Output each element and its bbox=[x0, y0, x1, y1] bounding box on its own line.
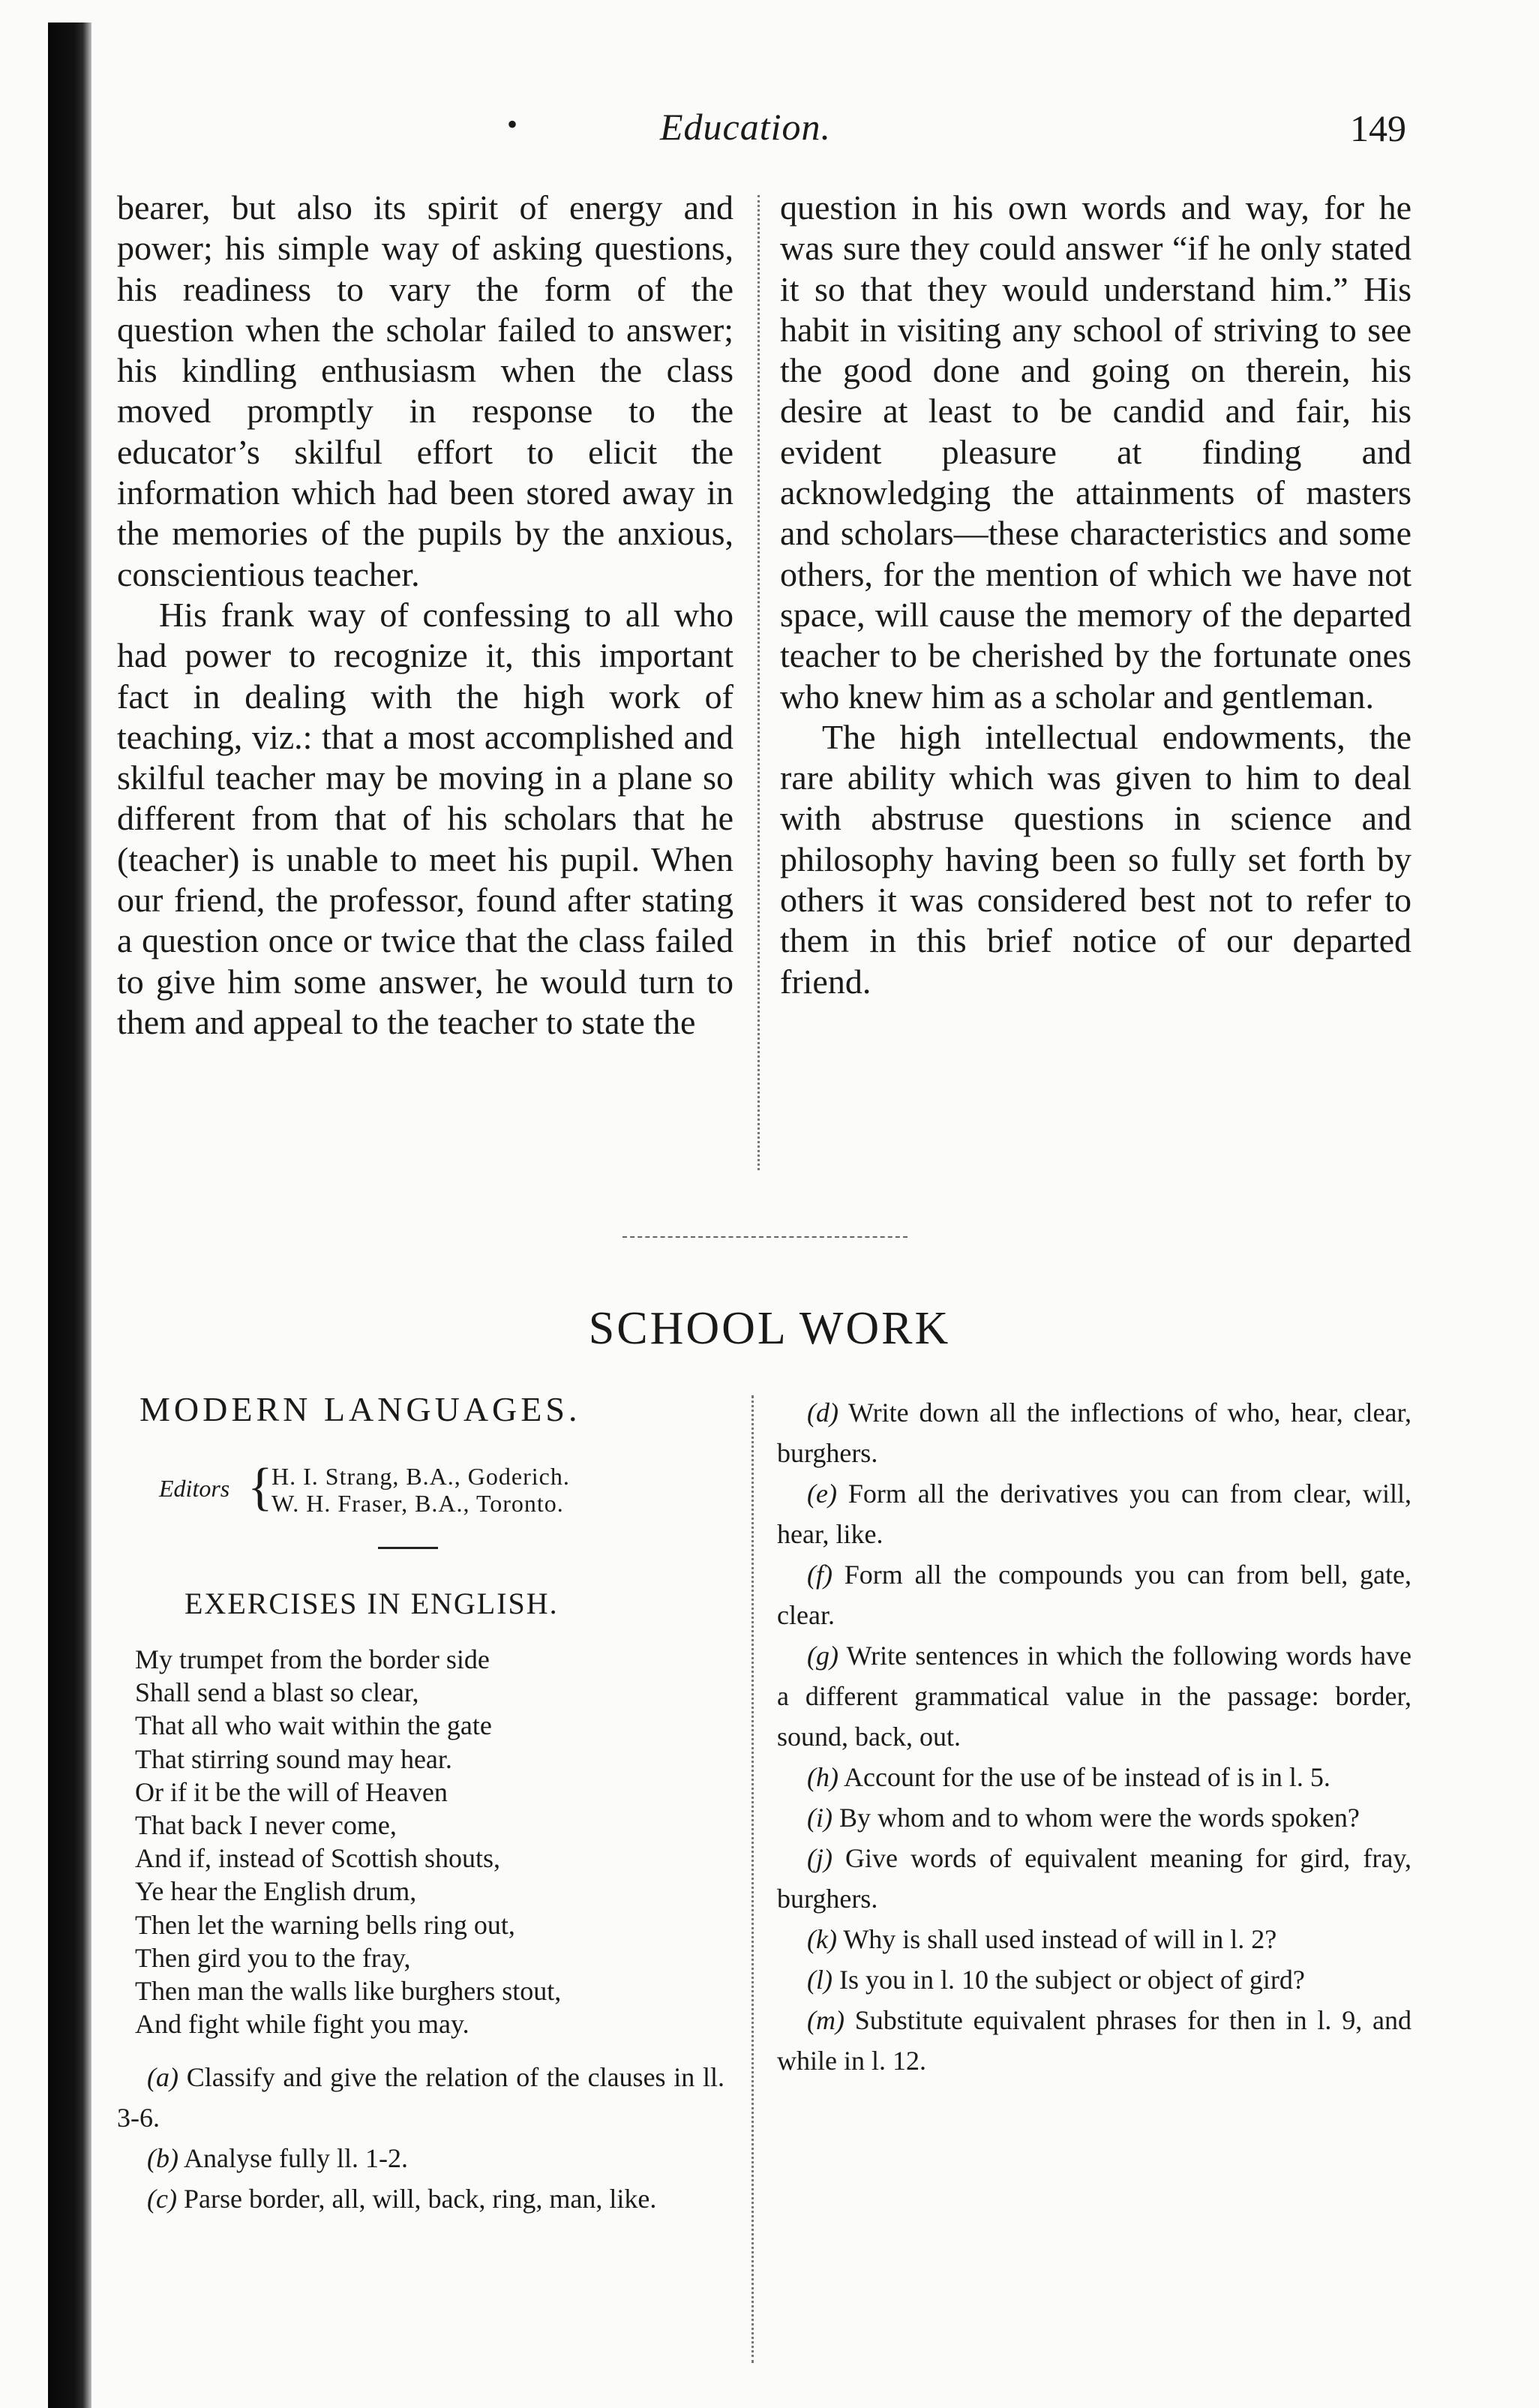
question-text: Form all the derivatives you can from clear, will, hear, like. bbox=[777, 1479, 1412, 1549]
question-text: Is you in l. 10 the subject or object of gird? bbox=[832, 1965, 1305, 1995]
question-label: (c) bbox=[147, 2184, 177, 2214]
question-label: (j) bbox=[807, 1843, 832, 1873]
question-label: (e) bbox=[807, 1479, 837, 1509]
right-column-text bbox=[780, 188, 1412, 1002]
book-spine-shadow bbox=[48, 23, 92, 2408]
column-divider bbox=[752, 1395, 754, 2363]
question-text: Write down all the inflections of who, hear, clear, burghers. bbox=[777, 1398, 1412, 1468]
question-label: (m) bbox=[807, 2005, 844, 2035]
question bbox=[777, 1392, 1412, 1473]
poem-line: Then gird you to the fray, bbox=[135, 1942, 411, 1973]
section-title: SCHOOL WORK bbox=[588, 1303, 951, 1354]
question-label: (l) bbox=[807, 1965, 832, 1995]
poem-line: Or if it be the will of Heaven bbox=[135, 1776, 448, 1807]
question-label: (g) bbox=[807, 1641, 838, 1671]
question bbox=[777, 1919, 1412, 1959]
poem-line: Ye hear the English drum, bbox=[135, 1876, 417, 1907]
question bbox=[117, 2138, 724, 2178]
question bbox=[117, 2057, 724, 2138]
question bbox=[777, 2000, 1412, 2081]
question-text: Give words of equivalent meaning for gird, fray, burghers. bbox=[777, 1843, 1412, 1914]
paragraph: The high intellectual endowments, the rare ability which was given to him to deal with abstruse questions in science and philosophy having been so fully set forth by others it was considered best not to refer to them in this brief notice of our departed friend. bbox=[780, 717, 1412, 1001]
question-text: By whom and to whom were the words spoken? bbox=[832, 1803, 1360, 1833]
question-label: (b) bbox=[147, 2143, 178, 2173]
question-label: (h) bbox=[807, 1762, 838, 1792]
header-bullet: • bbox=[507, 107, 518, 141]
editors-label: Editors bbox=[159, 1475, 230, 1502]
questions-right bbox=[777, 1392, 1412, 2081]
question-text: Classify and give the relation of the clauses in ll. 3-6. bbox=[117, 2062, 724, 2133]
page-number: 149 bbox=[1350, 107, 1406, 149]
poem-line: Then let the warning bells ring out, bbox=[135, 1909, 515, 1940]
question-text: Why is shall used instead of will in l. 2? bbox=[836, 1924, 1277, 1954]
question-label: (k) bbox=[807, 1924, 837, 1954]
question-text: Analyse fully ll. 1-2. bbox=[178, 2143, 408, 2173]
question-text: Write sentences in which the following words have a different grammatical value in the passage: border, sound, back, out. bbox=[777, 1641, 1412, 1752]
editor-name: H. I. Strang, B.A., Goderich. bbox=[272, 1463, 570, 1490]
question-label: (f) bbox=[807, 1560, 832, 1590]
poem bbox=[135, 1643, 735, 2040]
question-text: Substitute equivalent phrases for then in l. 9, and while in l. 12. bbox=[777, 2005, 1412, 2076]
running-title: Education. bbox=[660, 106, 832, 148]
question-label: (a) bbox=[147, 2062, 178, 2092]
poem-line: That back I never come, bbox=[135, 1810, 397, 1841]
poem-line: And if, instead of Scottish shouts, bbox=[135, 1843, 500, 1874]
paragraph: bearer, but also its spirit of energy and power; his simple way of asking questions, his readiness to vary the form of the question when the scholar failed to answer; his kindling enthusiasm when the class moved promptly in response to the educator’s skilful effort to elicit the information which had been stored away in the memories of the pupils by the anxious, conscientious teacher. bbox=[117, 188, 734, 593]
poem-line: And fight while fight you may. bbox=[135, 2009, 470, 2040]
brace-glyph: { bbox=[248, 1458, 273, 1516]
questions-left bbox=[117, 2057, 724, 2219]
question bbox=[777, 1473, 1412, 1554]
section-separator bbox=[622, 1236, 908, 1238]
poem-line: My trumpet from the border side bbox=[135, 1644, 490, 1674]
question-text: Form all the compounds you can from bell, gate, clear. bbox=[777, 1560, 1412, 1630]
paragraph: question in his own words and way, for he was sure they could answer “if he only stated it so that they would understand him.” His habit in visiting any school of striving to see the good done and going on therein, his desire at least to be candid and fair, his evident pleasure at finding and acknowledging the attainments of masters and scholars—these characteristics and some others, for the mention of which we have not space, will cause the memory of the departed teacher to be cherished by the fortunate ones who knew him as a scholar and gentleman. bbox=[780, 188, 1412, 716]
page-header bbox=[0, 105, 1539, 165]
question bbox=[777, 1757, 1412, 1797]
question bbox=[777, 1554, 1412, 1635]
question bbox=[777, 1797, 1412, 1838]
exercises-heading: EXERCISES IN ENGLISH. bbox=[184, 1587, 559, 1620]
question bbox=[777, 1838, 1412, 1919]
modern-languages-heading: MODERN LANGUAGES. bbox=[140, 1390, 581, 1428]
column-divider bbox=[758, 195, 760, 1170]
poem-line: That all who wait within the gate bbox=[135, 1710, 492, 1741]
paragraph: His frank way of confessing to all who had power to recognize it, this important fact in dealing with the high work of teaching, viz.: that a most accomplished and skilful teacher may be moving in a plane so different from that of his scholars that he (teacher) is unable to meet his pupil. When our friend, the professor, found after stating a question once or twice that the class failed to give him some answer, he would turn to them and appeal to the teacher to state the bbox=[117, 595, 734, 1041]
question bbox=[117, 2178, 724, 2219]
poem-line: Shall send a blast so clear, bbox=[135, 1677, 419, 1708]
question bbox=[777, 1959, 1412, 2000]
left-column-text bbox=[117, 188, 734, 1043]
question-label: (i) bbox=[807, 1803, 832, 1833]
question-text: Parse border, all, will, back, ring, man, like. bbox=[176, 2184, 657, 2214]
poem-line: Then man the walls like burghers stout, bbox=[135, 1976, 562, 2007]
editor-name: W. H. Fraser, B.A., Toronto. bbox=[272, 1490, 564, 1517]
poem-line: That stirring sound may hear. bbox=[135, 1743, 452, 1774]
question-text: Account for the use of be instead of is in l. 5. bbox=[838, 1762, 1330, 1792]
editors-block bbox=[159, 1458, 699, 1521]
question bbox=[777, 1635, 1412, 1757]
short-rule bbox=[378, 1547, 438, 1549]
question-label: (d) bbox=[807, 1398, 838, 1428]
